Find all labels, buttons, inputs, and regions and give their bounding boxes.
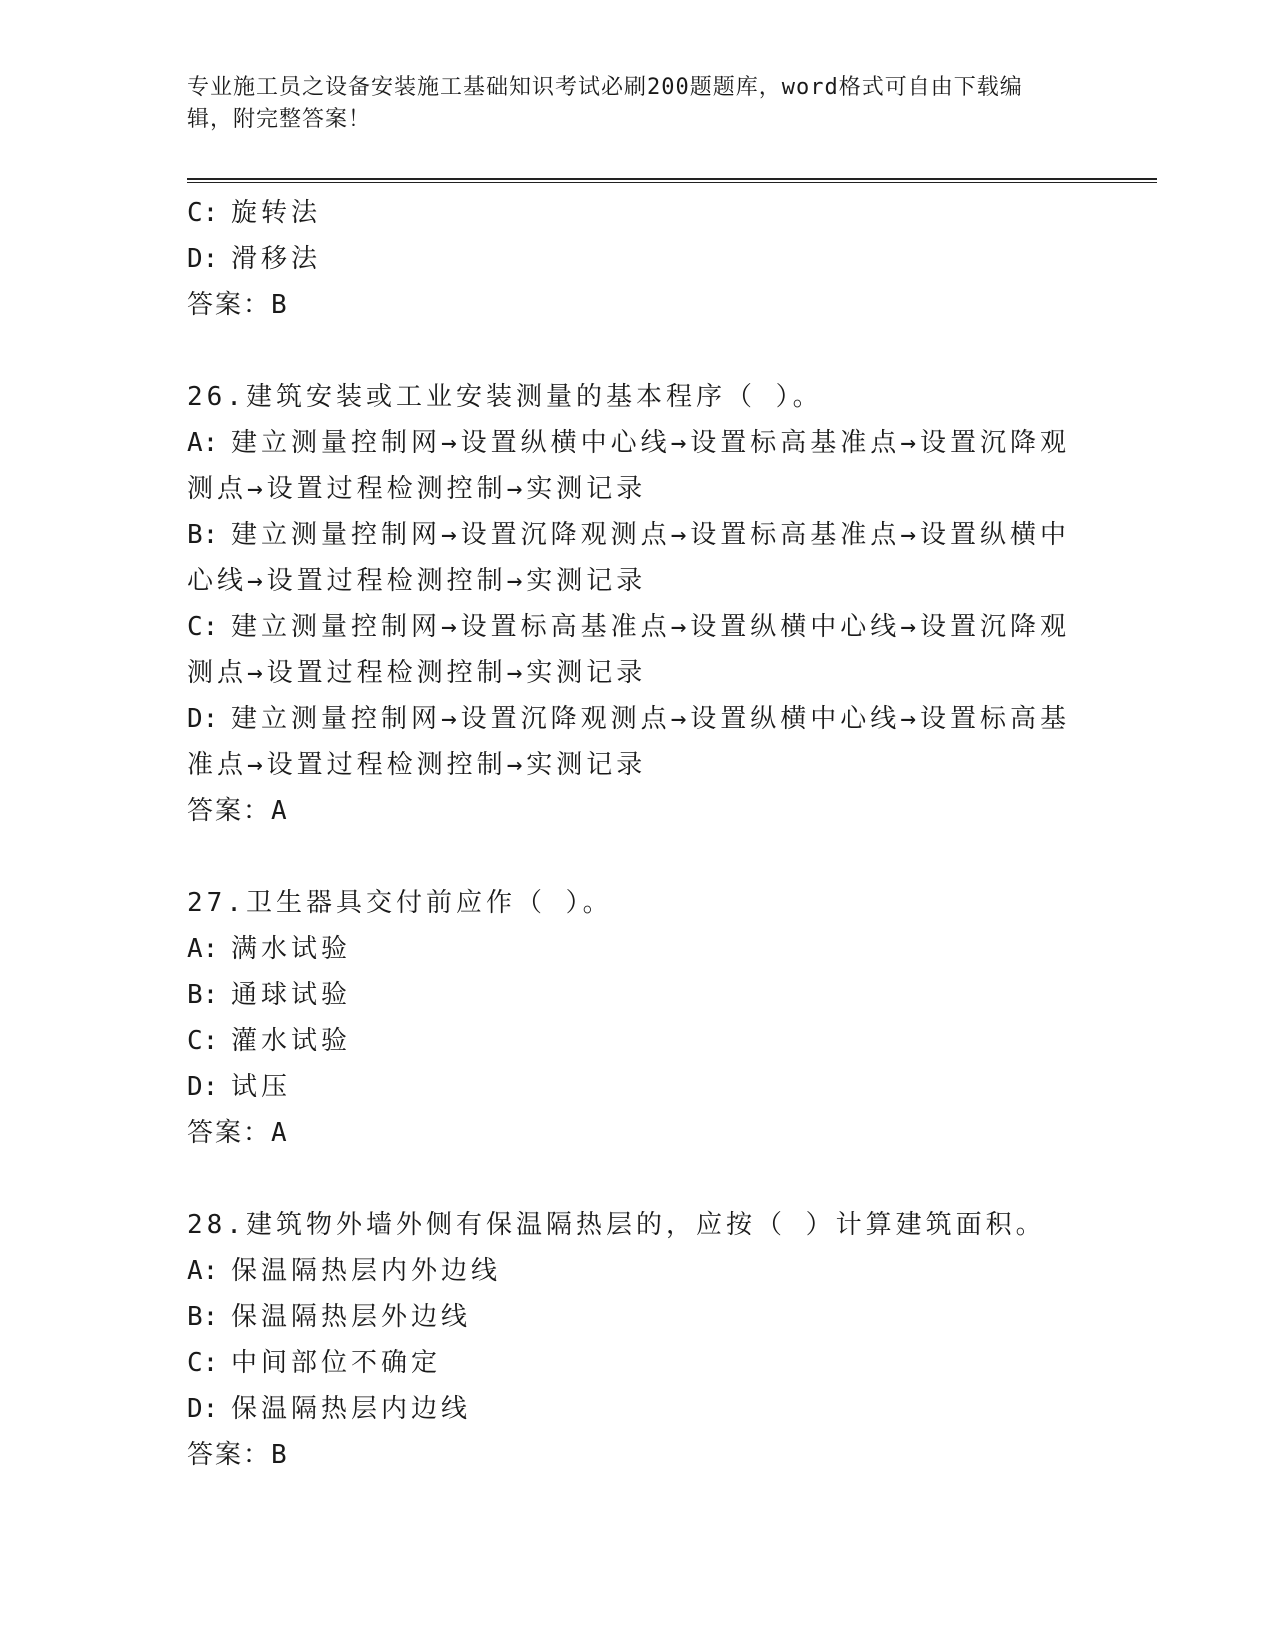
option-b (187, 512, 1087, 604)
option-text: 保温隔热层内外边线 (231, 1256, 502, 1286)
question-stem: 26.建筑安装或工业安装测量的基本程序（ ）。 (187, 382, 823, 412)
option-b (187, 1294, 1087, 1340)
answer-line: 答案：B (187, 1440, 289, 1470)
option-a (187, 420, 1087, 512)
option-label: C: (187, 612, 219, 642)
option-label: C: (187, 1026, 219, 1056)
option-text: 保温隔热层内边线 (231, 1394, 472, 1424)
option-label: D: (187, 704, 219, 734)
option-label: B: (187, 520, 219, 550)
option-text: 通球试验 (231, 980, 352, 1010)
option-text: 建立测量控制网→设置纵横中心线→设置标高基准点→设置沉降观测点→设置过程检测控制→实测记录 (187, 428, 1070, 504)
option-c (187, 1018, 1087, 1064)
option-label: D: (187, 1072, 219, 1102)
option-d (187, 696, 1087, 788)
option-text: 保温隔热层外边线 (231, 1302, 472, 1332)
option-label: B: (187, 1302, 219, 1332)
question-content (187, 190, 1087, 1478)
option-label: C: (187, 1348, 219, 1378)
option-text: 建立测量控制网→设置沉降观测点→设置纵横中心线→设置标高基准点→设置过程检测控制→实测记录 (187, 704, 1070, 780)
option-label: D: (187, 1394, 219, 1424)
option-label: A: (187, 934, 219, 964)
option-d (187, 1386, 1087, 1432)
option-b (187, 972, 1087, 1018)
option-text: 建立测量控制网→设置沉降观测点→设置标高基准点→设置纵横中心线→设置过程检测控制→实测记录 (187, 520, 1070, 596)
option-text: 满水试验 (231, 934, 352, 964)
option-c (187, 604, 1087, 696)
option-text: 建立测量控制网→设置标高基准点→设置纵横中心线→设置沉降观测点→设置过程检测控制→实测记录 (187, 612, 1070, 688)
option-d (187, 1064, 1087, 1110)
option-text: 试压 (231, 1072, 292, 1102)
answer-line: 答案：A (187, 1118, 289, 1148)
option-text: 滑移法 (231, 244, 322, 274)
option-text: 旋转法 (231, 198, 322, 228)
option-label: D: (187, 244, 219, 274)
option-d (187, 236, 1087, 282)
option-text: 中间部位不确定 (231, 1348, 442, 1378)
header-divider (187, 178, 1157, 183)
question-stem: 27.卫生器具交付前应作（ ）。 (187, 888, 613, 918)
option-label: C: (187, 198, 219, 228)
document-header: 专业施工员之设备安装施工基础知识考试必刷200题题库，word格式可自由下载编辑，附完整答案！ (187, 75, 1023, 132)
option-label: A: (187, 1256, 219, 1286)
option-a (187, 926, 1087, 972)
answer-line: 答案：A (187, 796, 289, 826)
option-c (187, 1340, 1087, 1386)
answer-line: 答案：B (187, 290, 289, 320)
option-label: A: (187, 428, 219, 458)
option-text: 灌水试验 (231, 1026, 352, 1056)
option-a (187, 1248, 1087, 1294)
question-stem: 28.建筑物外墙外侧有保温隔热层的，应按（ ）计算建筑面积。 (187, 1210, 1046, 1240)
option-label: B: (187, 980, 219, 1010)
option-c (187, 190, 1087, 236)
